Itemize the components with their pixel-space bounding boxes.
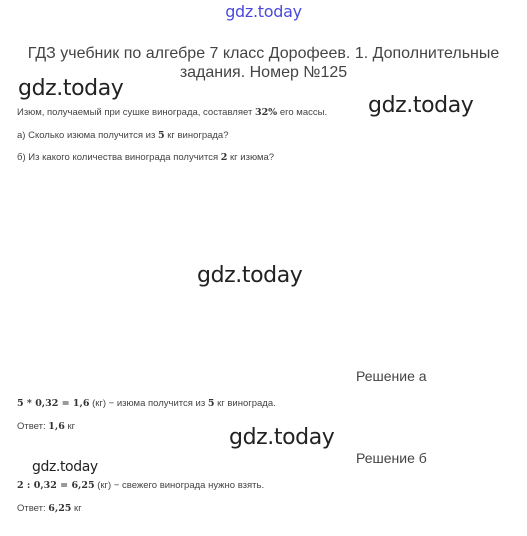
- solution-a-explanation: (кг) − изюма получится из: [89, 398, 208, 409]
- solution-a-answer: [17, 421, 75, 432]
- answer-unit: кг: [71, 503, 82, 514]
- solution-a-heading: Решение а: [356, 368, 427, 384]
- problem-part-b: [17, 152, 274, 163]
- problem-intro: [17, 107, 327, 118]
- solution-b-expression: 2 : 0,32 = 6,25: [17, 480, 95, 491]
- solution-a-line: [17, 398, 276, 409]
- answer-value: 1,6: [48, 421, 65, 432]
- solution-a-expression: 5 * 0,32 = 1,6: [17, 398, 90, 409]
- problem-part-a: [17, 130, 229, 141]
- answer-value: 6,25: [48, 503, 72, 514]
- watermark: gdz.today: [18, 76, 124, 101]
- solution-a-explanation-tail: кг винограда.: [214, 398, 276, 409]
- part-a-text: а) Сколько изюма получится из: [17, 130, 158, 141]
- watermark: gdz.today: [32, 459, 98, 475]
- part-b-value: 2: [220, 152, 228, 163]
- answer-label: Ответ:: [17, 421, 49, 432]
- watermark: gdz.today: [197, 263, 303, 288]
- problem-intro-text: Изюм, получаемый при сушке винограда, составляет: [17, 107, 255, 118]
- solution-a-explanation-value: 5: [207, 398, 215, 409]
- part-b-tail: кг изюма?: [227, 152, 275, 163]
- solution-b-answer: [17, 503, 82, 514]
- answer-label: Ответ:: [17, 503, 49, 514]
- problem-intro-value: 32%: [254, 107, 278, 118]
- site-logo[interactable]: gdz.today: [225, 2, 302, 21]
- part-b-text: б) Из какого количества винограда получится: [17, 152, 221, 163]
- problem-intro-tail: его массы.: [277, 107, 328, 118]
- part-a-value: 5: [157, 130, 165, 141]
- solution-b-heading: Решение б: [356, 450, 427, 466]
- solution-b-line: [17, 480, 264, 491]
- watermark: gdz.today: [229, 425, 335, 450]
- part-a-tail: кг винограда?: [164, 130, 229, 141]
- solution-b-explanation: (кг) − свежего винограда нужно взять.: [94, 480, 265, 491]
- watermark: gdz.today: [368, 93, 474, 118]
- answer-unit: кг: [64, 421, 76, 432]
- page-title: ГДЗ учебник по алгебре 7 класс Дорофеев. 1. Дополнительные задания. Номер №125: [27, 45, 500, 81]
